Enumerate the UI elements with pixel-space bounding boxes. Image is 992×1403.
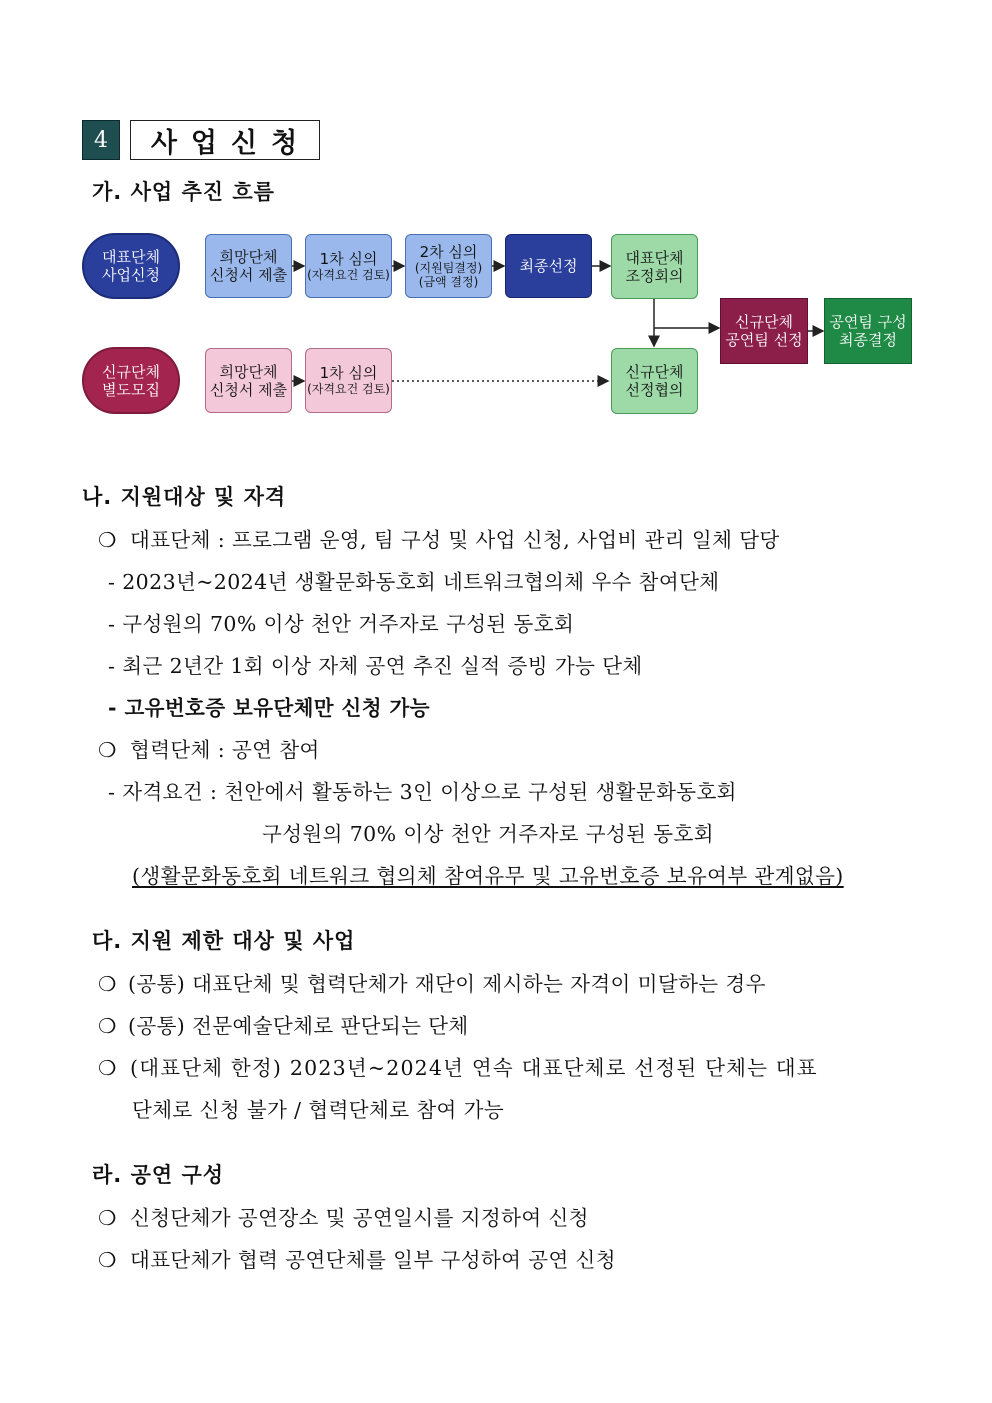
restriction-line-2: ❍ (공통) 전문예술단체로 판단되는 단체	[98, 1014, 469, 1038]
flow-diagram	[0, 0, 992, 440]
eligibility-line-2: - 2023년~2024년 생활문화동호회 네트워크협의체 우수 참여단체	[108, 570, 720, 594]
bullet-icon: ❍	[98, 1206, 117, 1230]
subheading-performance: 라. 공연 구성	[92, 1163, 225, 1187]
new-start-node: 신규단체 별도모집	[82, 347, 180, 414]
eligibility-line-5: - 고유번호증 보유단체만 신청 가능	[108, 696, 430, 720]
subheading-restrictions: 다. 지원 제한 대상 및 사업	[92, 929, 356, 953]
performance-line-2: ❍ 대표단체가 협력 공연단체를 일부 구성하여 공연 신청	[98, 1248, 616, 1272]
new-apply-node: 희망단체 신청서 제출	[205, 348, 292, 413]
rep-apply-node: 희망단체 신청서 제출	[205, 234, 292, 298]
bullet-icon: ❍	[98, 738, 117, 762]
bullet-icon: ❍	[98, 1056, 118, 1080]
new-team-node: 신규단체 공연팀 선정	[720, 298, 808, 364]
rep-start-node: 대표단체 사업신청	[82, 233, 180, 299]
rep-review2-node: 2차 심의 (지원팀결정) (금액 결정)	[405, 234, 492, 298]
new-select-node: 신규단체 선정협의	[611, 348, 698, 414]
bullet-icon: ❍	[98, 528, 117, 552]
restriction-line-4: 단체로 신청 불가 / 협력단체로 참여 가능	[132, 1098, 505, 1122]
rep-adjust-node: 대표단체 조정회의	[611, 234, 698, 299]
eligibility-line-3: - 구성원의 70% 이상 천안 거주자로 구성된 동호회	[108, 612, 575, 636]
final-team-node: 공연팀 구성 최종결정	[824, 298, 912, 364]
eligibility-line-6: ❍ 협력단체 : 공연 참여	[98, 738, 320, 762]
section-number: 4	[82, 120, 120, 160]
section-title: 사업신청	[130, 120, 320, 160]
performance-line-1: ❍ 신청단체가 공연장소 및 공연일시를 지정하여 신청	[98, 1206, 589, 1230]
restriction-line-3: ❍ (대표단체 한정) 2023년~2024년 연속 대표단체로 선정된 단체는 대표	[98, 1056, 818, 1080]
bullet-icon: ❍	[98, 972, 117, 996]
rep-final-node: 최종선정	[505, 234, 592, 298]
new-review1-node: 1차 심의 (자격요건 검토)	[305, 348, 392, 413]
subheading-eligibility: 나. 지원대상 및 자격	[82, 485, 287, 509]
eligibility-line-8: 구성원의 70% 이상 천안 거주자로 구성된 동호회	[262, 822, 714, 846]
subheading-flow: 가. 사업 추진 흐름	[92, 180, 275, 204]
bullet-icon: ❍	[98, 1014, 117, 1038]
eligibility-line-1: ❍ 대표단체 : 프로그램 운영, 팀 구성 및 사업 신청, 사업비 관리 일체 담당	[98, 528, 780, 552]
eligibility-note: (생활문화동호회 네트워크 협의체 참여유무 및 고유번호증 보유여부 관계없음)	[132, 864, 844, 888]
eligibility-line-4: - 최근 2년간 1회 이상 자체 공연 추진 실적 증빙 가능 단체	[108, 654, 643, 678]
restriction-line-1: ❍ (공통) 대표단체 및 협력단체가 재단이 제시하는 자격이 미달하는 경우	[98, 972, 766, 996]
bullet-icon: ❍	[98, 1248, 117, 1272]
eligibility-line-7: - 자격요건 : 천안에서 활동하는 3인 이상으로 구성된 생활문화동호회	[108, 780, 737, 804]
rep-review1-node: 1차 심의 (자격요건 검토)	[305, 234, 392, 298]
